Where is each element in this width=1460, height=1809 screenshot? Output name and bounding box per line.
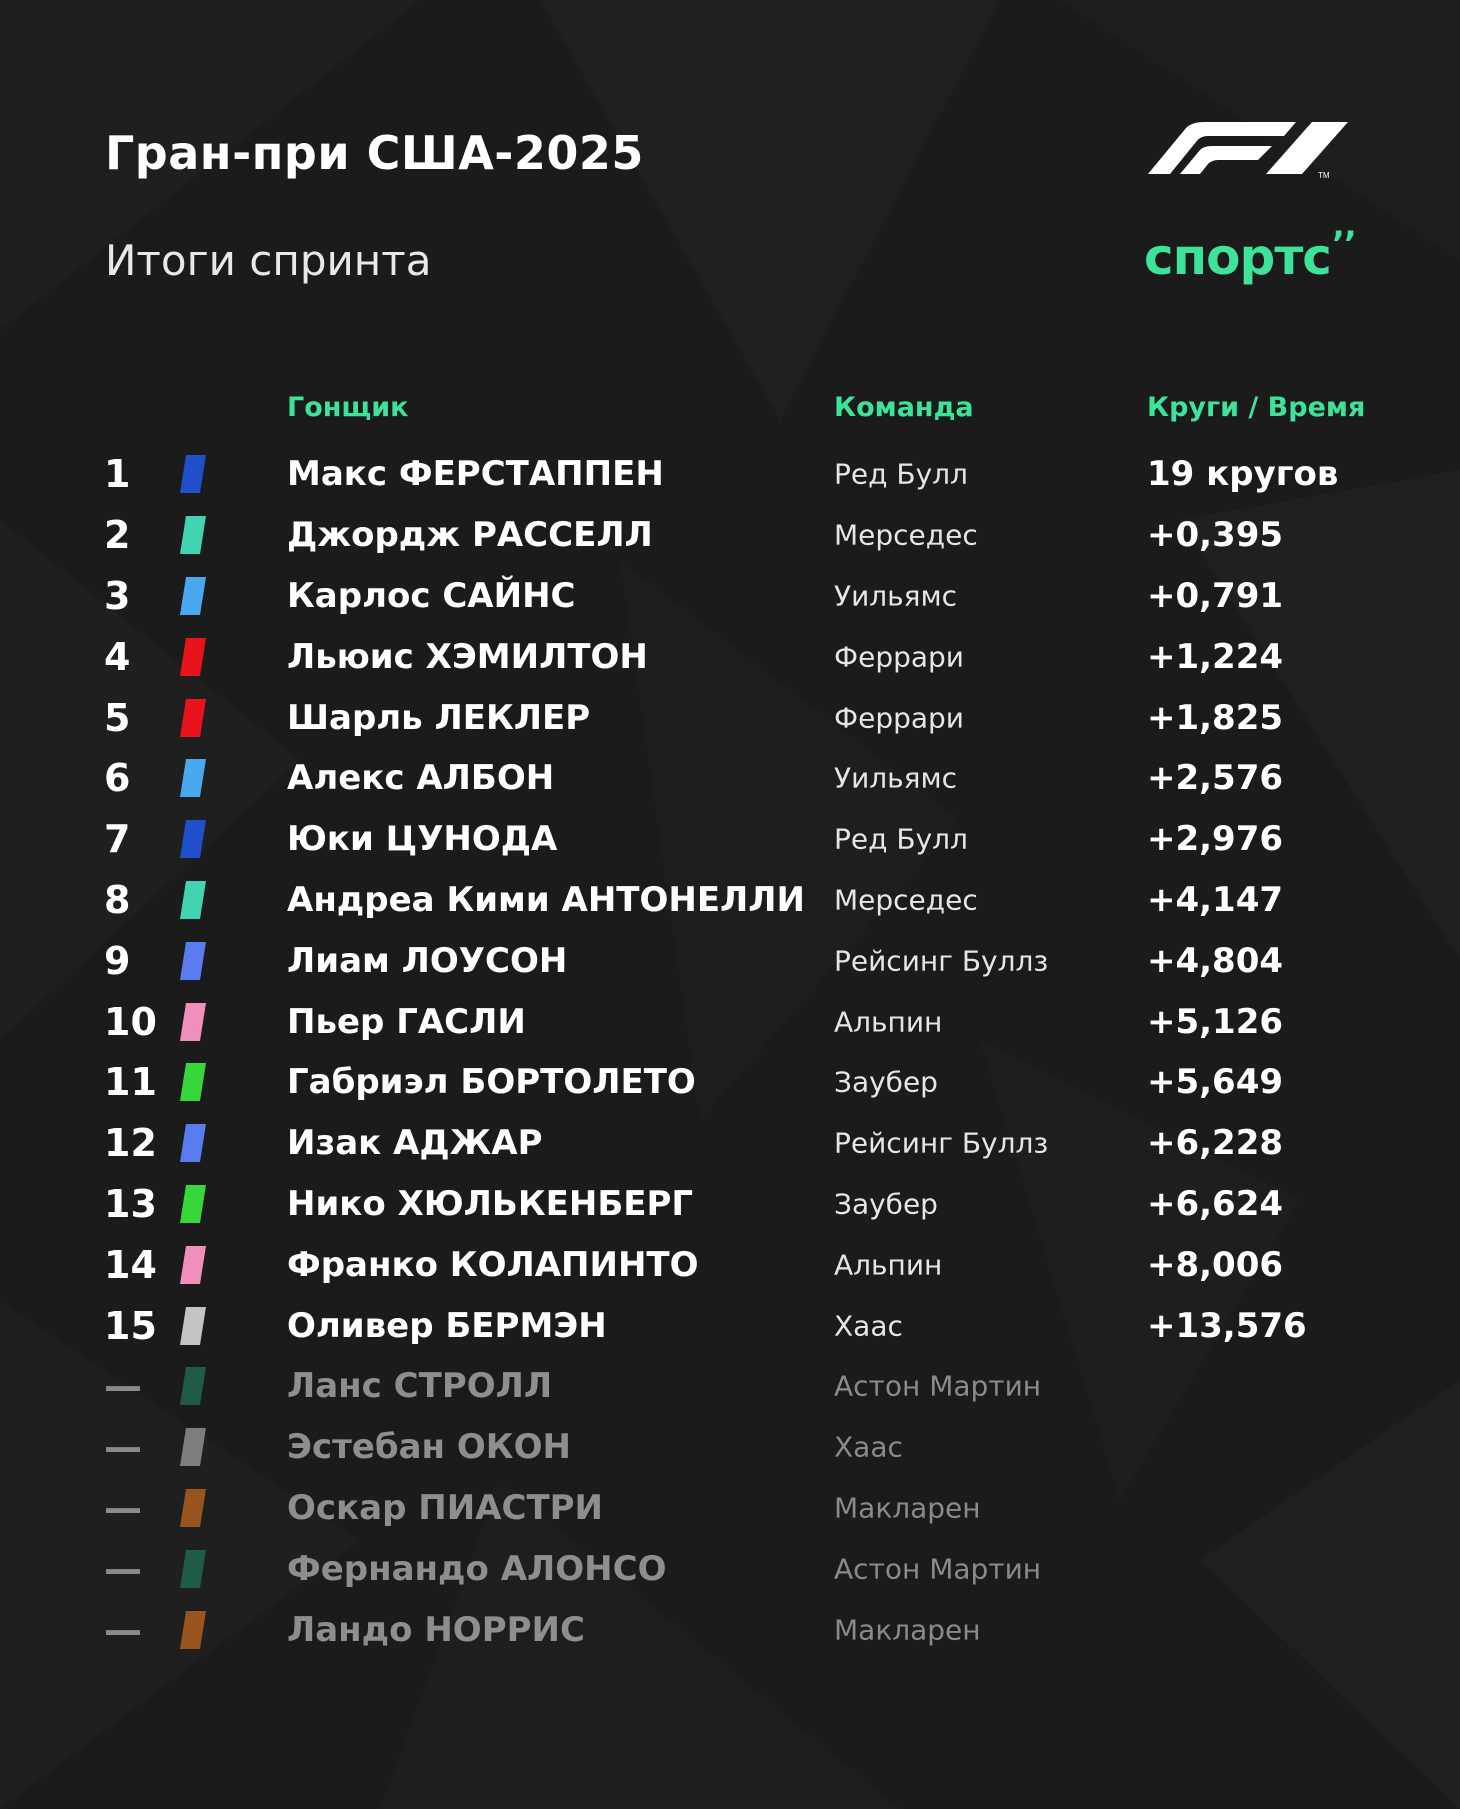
driver-name — [287, 1610, 585, 1650]
driver-last-name: ПИАСТРИ — [418, 1487, 604, 1528]
driver-first-name: Нико — [287, 1183, 386, 1224]
team-color-flag-icon — [180, 455, 206, 493]
driver-last-name: БЕРМЭН — [445, 1305, 607, 1346]
driver-name — [287, 1184, 693, 1224]
page-title: Гран-при США-2025 — [105, 126, 644, 180]
position-number: — — [104, 1364, 142, 1409]
table-row — [0, 1052, 1460, 1113]
team-name: Макларен — [834, 1613, 981, 1647]
driver-first-name: Шарль — [287, 697, 423, 738]
driver-last-name: ХЮЛЬКЕНБЕРГ — [397, 1183, 694, 1224]
position-number: 7 — [104, 817, 131, 862]
position-number: 3 — [104, 573, 131, 618]
driver-last-name: НОРРИС — [424, 1609, 585, 1650]
lap-time: +1,224 — [1147, 636, 1284, 677]
driver-name — [287, 1062, 696, 1102]
lap-time: +13,576 — [1147, 1305, 1307, 1346]
sports-logo-text: спортс — [1144, 228, 1331, 286]
team-color-flag-icon — [180, 577, 206, 615]
team-name: Заубер — [834, 1065, 938, 1099]
driver-last-name: АЛОНСО — [500, 1548, 667, 1589]
team-color-flag-icon — [180, 1428, 206, 1466]
team-name: Уильямс — [834, 761, 958, 795]
position-number: 6 — [104, 756, 131, 801]
team-color-flag-icon — [180, 1307, 206, 1345]
position-number: 1 — [104, 452, 131, 497]
table-row — [0, 1599, 1460, 1660]
driver-name — [287, 515, 653, 555]
team-color-flag-icon — [180, 881, 206, 919]
team-name: Феррари — [834, 640, 965, 674]
lap-time: +6,624 — [1147, 1183, 1284, 1224]
team-color-flag-icon — [180, 820, 206, 858]
driver-last-name: ГАСЛИ — [396, 1001, 526, 1042]
driver-name — [287, 1123, 543, 1163]
f1-logo — [1146, 118, 1360, 180]
table-row — [0, 748, 1460, 809]
driver-last-name: БОРТОЛЕТО — [460, 1062, 696, 1103]
team-color-flag-icon — [180, 1550, 206, 1588]
team-name: Мерседес — [834, 518, 978, 552]
position-number: 12 — [104, 1121, 157, 1166]
team-name: Феррари — [834, 701, 965, 735]
driver-last-name: ЦУНОДА — [385, 819, 558, 860]
driver-first-name: Юки — [287, 819, 374, 860]
column-header-driver: Гонщик — [287, 392, 409, 423]
table-row — [0, 1478, 1460, 1539]
driver-first-name: Оскар — [287, 1487, 407, 1528]
driver-last-name: ФЕРСТАППЕН — [398, 454, 664, 495]
lap-time: +4,147 — [1147, 879, 1284, 920]
team-name: Ред Булл — [834, 822, 968, 856]
lap-time: +1,825 — [1147, 697, 1284, 738]
team-color-flag-icon — [180, 759, 206, 797]
position-number: — — [104, 1425, 142, 1470]
table-row — [0, 930, 1460, 991]
driver-last-name: СТРОЛЛ — [393, 1366, 553, 1407]
table-row — [0, 1417, 1460, 1478]
driver-last-name: АДЖАР — [393, 1123, 543, 1164]
driver-last-name: АЛБОН — [416, 758, 555, 799]
driver-name — [287, 941, 567, 981]
driver-first-name: Алекс — [287, 758, 405, 799]
lap-time: +0,791 — [1147, 575, 1284, 616]
table-row — [0, 1538, 1460, 1599]
table-row — [0, 1234, 1460, 1295]
driver-first-name: Фернандо — [287, 1548, 489, 1589]
driver-name — [287, 819, 557, 859]
results-table — [0, 444, 1460, 1660]
lap-time: +6,228 — [1147, 1123, 1284, 1164]
lap-time: +0,395 — [1147, 515, 1284, 556]
sports-logo — [1144, 224, 1356, 286]
column-header-time: Круги / Время — [1147, 392, 1366, 423]
position-number: — — [104, 1546, 142, 1591]
driver-name — [287, 698, 590, 738]
table-row — [0, 1295, 1460, 1356]
driver-first-name: Эстебан — [287, 1427, 446, 1468]
driver-name — [287, 1366, 552, 1406]
table-row — [0, 626, 1460, 687]
table-row — [0, 444, 1460, 505]
position-number: 14 — [104, 1242, 157, 1287]
team-color-flag-icon — [180, 1367, 206, 1405]
table-row — [0, 566, 1460, 627]
position-number: 8 — [104, 877, 131, 922]
position-number: 2 — [104, 513, 131, 558]
position-number: 15 — [104, 1303, 157, 1348]
position-number: — — [104, 1607, 142, 1652]
team-name: Рейсинг Буллз — [834, 1126, 1049, 1160]
team-name: Хаас — [834, 1430, 903, 1464]
team-color-flag-icon — [180, 942, 206, 980]
driver-first-name: Франко — [287, 1244, 438, 1285]
driver-last-name: ХЭМИЛТОН — [425, 636, 648, 677]
column-header-team: Команда — [834, 392, 974, 423]
driver-name — [287, 1002, 526, 1042]
team-color-flag-icon — [180, 699, 206, 737]
team-color-flag-icon — [180, 1185, 206, 1223]
team-name: Альпин — [834, 1005, 943, 1039]
driver-name — [287, 758, 554, 798]
table-row — [0, 870, 1460, 931]
lap-time: +5,126 — [1147, 1001, 1284, 1042]
driver-name — [287, 1549, 666, 1589]
f1-logo-icon — [1146, 118, 1360, 180]
team-name: Рейсинг Буллз — [834, 944, 1049, 978]
driver-last-name: ЛОУСОН — [401, 940, 568, 981]
team-name: Альпин — [834, 1248, 943, 1282]
driver-name — [287, 576, 575, 616]
driver-first-name: Андреа Кими — [287, 879, 550, 920]
table-row — [0, 991, 1460, 1052]
driver-first-name: Макс — [287, 454, 388, 495]
lap-time: +5,649 — [1147, 1062, 1284, 1103]
sports-logo-tick: ’’ — [1331, 224, 1356, 264]
driver-first-name: Оливер — [287, 1305, 434, 1346]
team-name: Макларен — [834, 1491, 981, 1525]
team-color-flag-icon — [180, 1124, 206, 1162]
driver-last-name: РАССЕЛЛ — [471, 515, 653, 556]
position-number: 10 — [104, 999, 157, 1044]
driver-name — [287, 1488, 603, 1528]
team-color-flag-icon — [180, 1489, 206, 1527]
team-color-flag-icon — [180, 1246, 206, 1284]
team-name: Ред Булл — [834, 457, 968, 491]
position-number: 13 — [104, 1181, 157, 1226]
team-name: Хаас — [834, 1309, 903, 1343]
team-name: Астон Мартин — [834, 1369, 1042, 1403]
team-color-flag-icon — [180, 1611, 206, 1649]
driver-first-name: Льюис — [287, 636, 414, 677]
position-number: 5 — [104, 695, 131, 740]
team-name: Уильямс — [834, 579, 958, 613]
driver-name — [287, 1245, 699, 1285]
driver-name — [287, 454, 664, 494]
position-number: 9 — [104, 938, 131, 983]
driver-first-name: Ландо — [287, 1609, 413, 1650]
table-row — [0, 1113, 1460, 1174]
driver-first-name: Габриэл — [287, 1062, 449, 1103]
lap-time: 19 кругов — [1147, 454, 1339, 495]
lap-time: +2,976 — [1147, 819, 1284, 860]
svg-text:TM: TM — [1318, 171, 1330, 180]
table-row — [0, 1174, 1460, 1235]
team-name: Мерседес — [834, 883, 978, 917]
team-name: Астон Мартин — [834, 1552, 1042, 1586]
driver-name — [287, 1427, 571, 1467]
page-subtitle: Итоги спринта — [105, 236, 432, 285]
team-color-flag-icon — [180, 1003, 206, 1041]
team-color-flag-icon — [180, 638, 206, 676]
team-color-flag-icon — [180, 516, 206, 554]
lap-time: +4,804 — [1147, 940, 1284, 981]
team-color-flag-icon — [180, 1063, 206, 1101]
table-row — [0, 1356, 1460, 1417]
driver-last-name: ЛЕКЛЕР — [434, 697, 591, 738]
driver-last-name: САЙНС — [442, 575, 576, 616]
driver-name — [287, 1306, 607, 1346]
driver-first-name: Карлос — [287, 575, 431, 616]
driver-first-name: Изак — [287, 1123, 382, 1164]
table-row — [0, 809, 1460, 870]
lap-time: +2,576 — [1147, 758, 1284, 799]
driver-last-name: КОЛАПИНТО — [449, 1244, 699, 1285]
driver-name — [287, 637, 648, 677]
team-name: Заубер — [834, 1187, 938, 1221]
driver-name — [287, 880, 805, 920]
driver-first-name: Лиам — [287, 940, 390, 981]
table-row — [0, 505, 1460, 566]
lap-time: +8,006 — [1147, 1244, 1284, 1285]
position-number: 4 — [104, 634, 131, 679]
driver-last-name: АНТОНЕЛЛИ — [561, 879, 805, 920]
driver-first-name: Пьер — [287, 1001, 385, 1042]
driver-first-name: Джордж — [287, 515, 461, 556]
position-number: 11 — [104, 1060, 157, 1105]
position-number: — — [104, 1485, 142, 1530]
driver-last-name: ОКОН — [456, 1427, 571, 1468]
driver-first-name: Ланс — [287, 1366, 382, 1407]
table-row — [0, 687, 1460, 748]
